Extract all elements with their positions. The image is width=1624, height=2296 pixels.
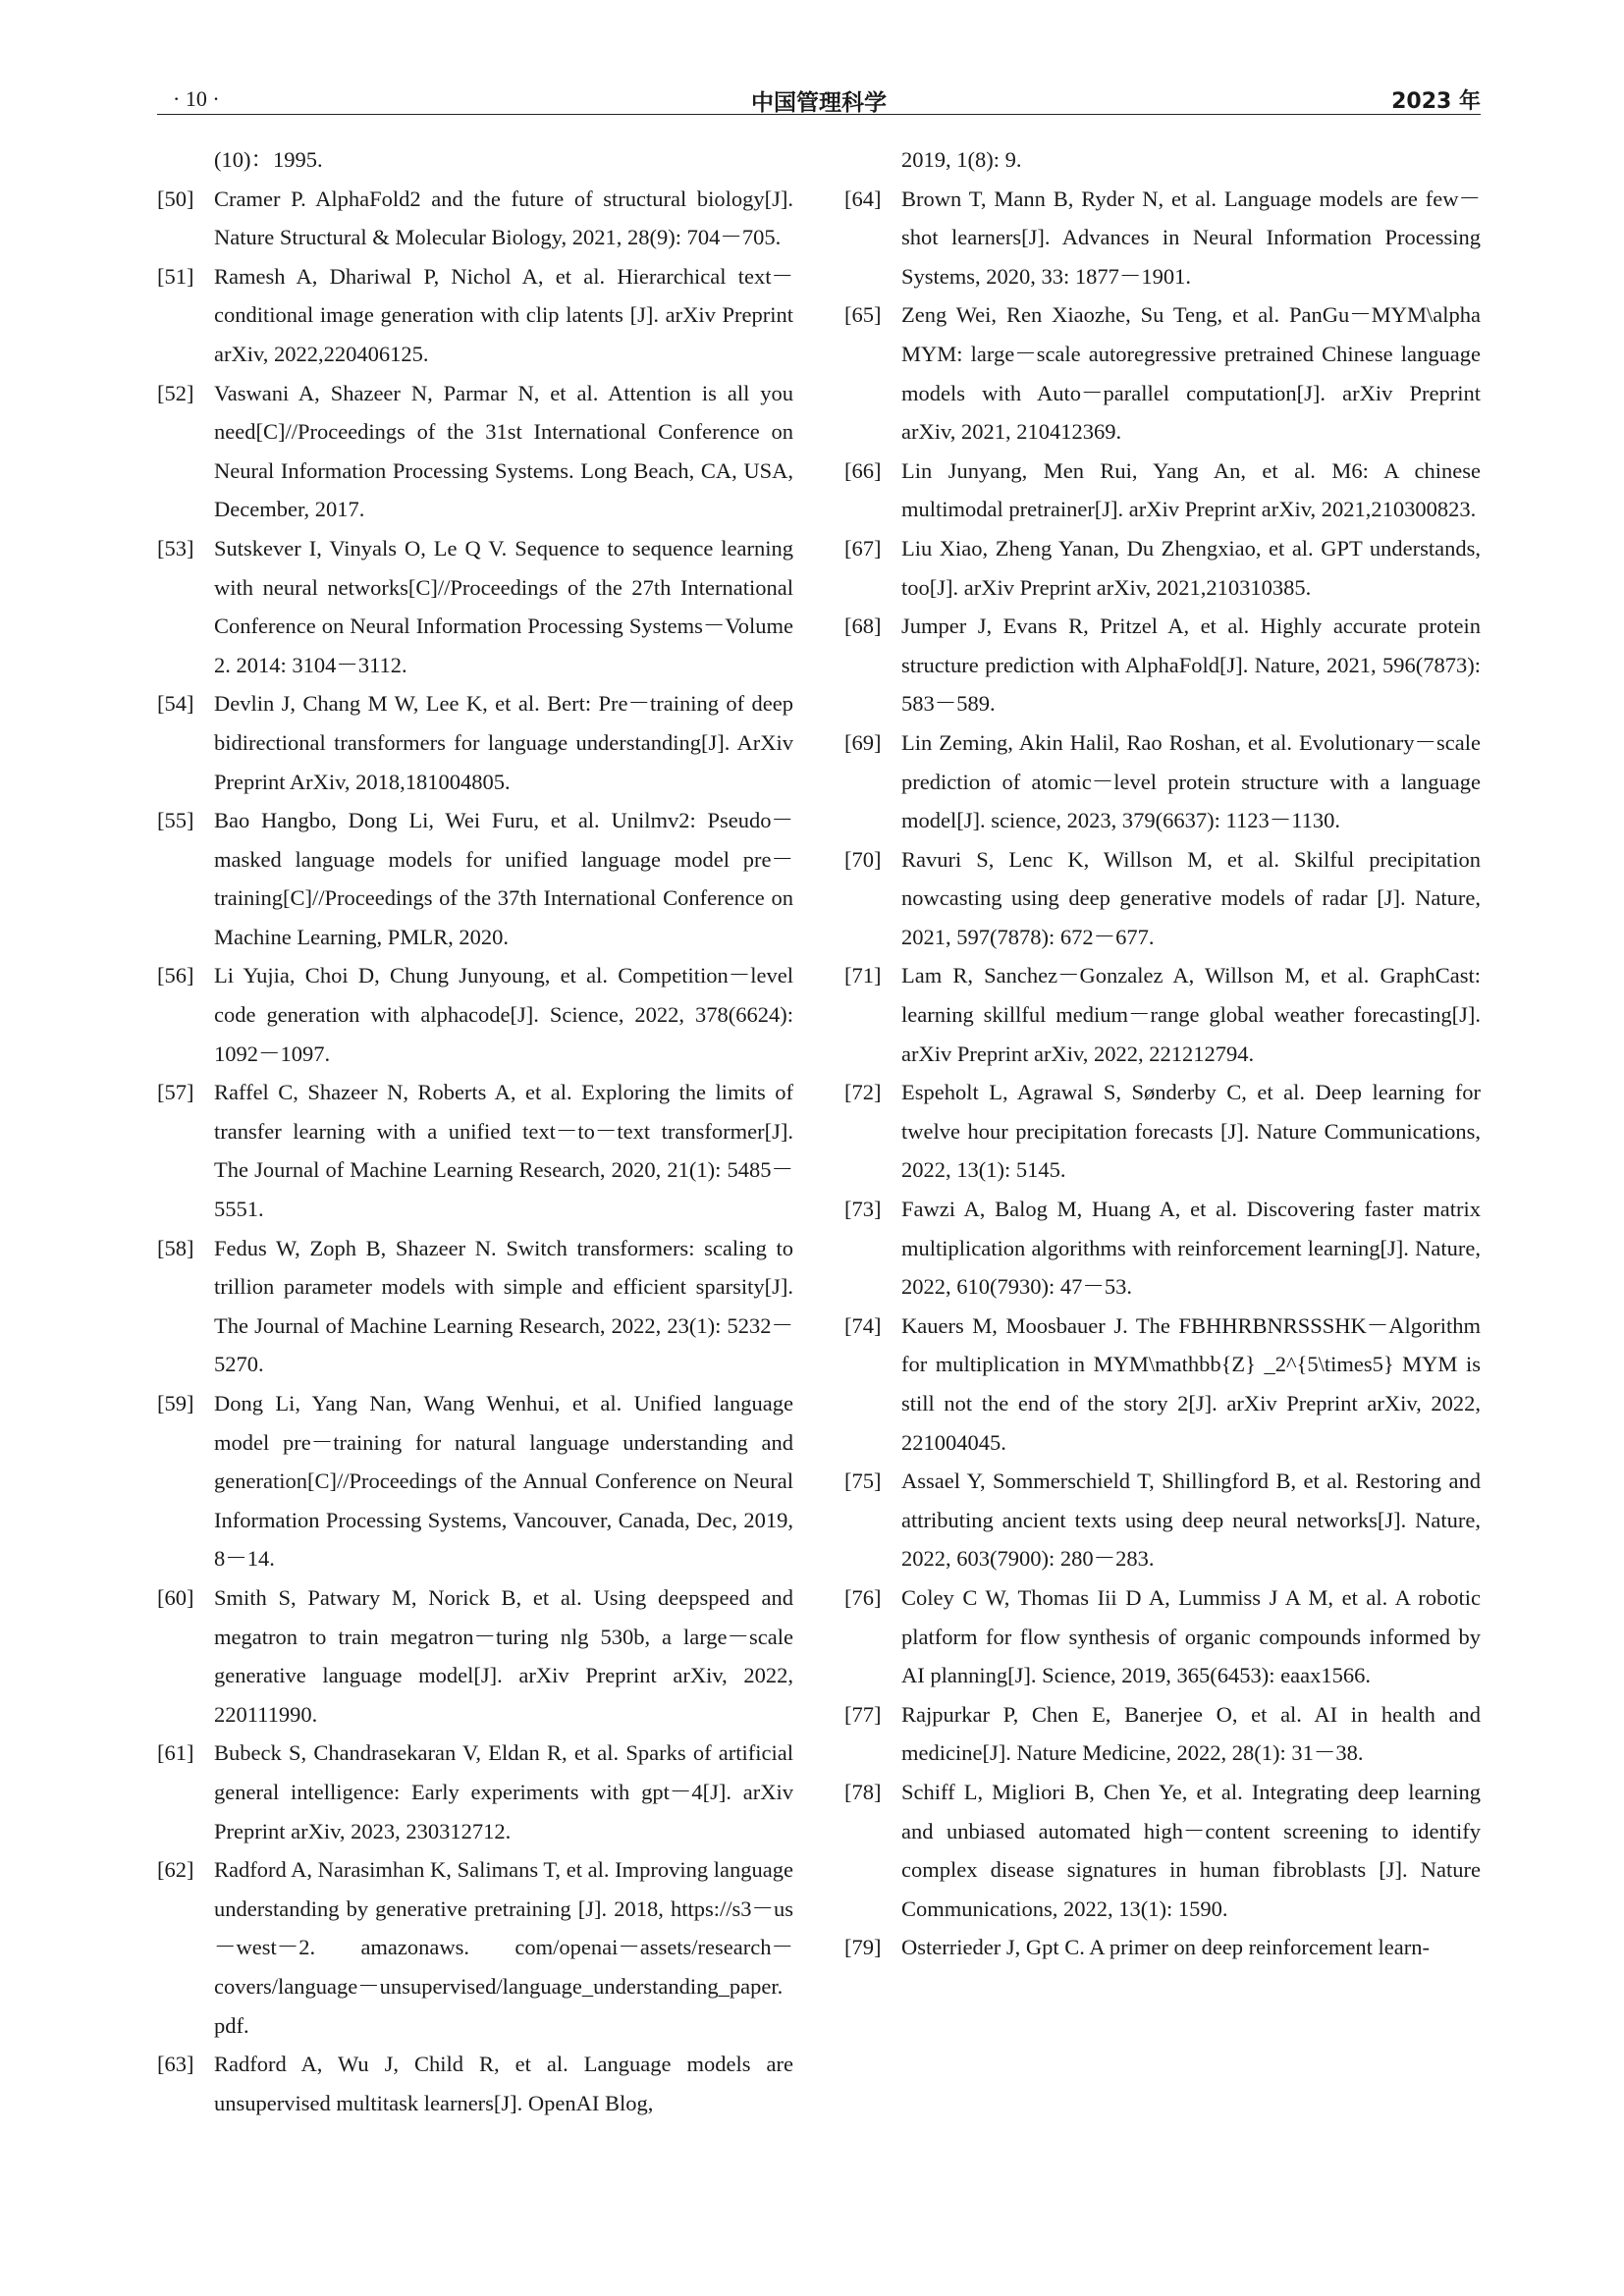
reference-entry bbox=[844, 1190, 1481, 1307]
reference-number: [62] bbox=[157, 1857, 194, 1883]
reference-text: Bubeck S, Chandrasekaran V, Eldan R, et al. Sparks of artificial general intelligence: Early experiments with gpt－4[J]. arXiv Preprint arXiv, 2023, 230312712. bbox=[214, 1740, 793, 1843]
reference-entry bbox=[157, 140, 793, 180]
reference-number: [57] bbox=[157, 1080, 194, 1105]
reference-entry bbox=[844, 529, 1481, 607]
reference-number: [77] bbox=[844, 1701, 882, 1727]
reference-text: Ravuri S, Lenc K, Willson M, et al. Skilful precipitation nowcasting using deep generative models of radar [J]. Nature, 2021, 597(7878): 672－677. bbox=[901, 846, 1481, 949]
reference-number: [76] bbox=[844, 1584, 882, 1610]
reference-text: Radford A, Wu J, Child R, et al. Language models are unsupervised multitask learners[J]. OpenAI Blog, bbox=[214, 2052, 793, 2115]
reference-entry bbox=[844, 1695, 1481, 1773]
reference-entry bbox=[157, 2045, 793, 2122]
reference-entry bbox=[844, 452, 1481, 529]
reference-text: Fawzi A, Balog M, Huang A, et al. Discovering faster matrix multiplication algorithms with reinforcement learning[J]. Nature, 2022, 610(7930): 47－53. bbox=[901, 1197, 1481, 1300]
reference-entry bbox=[157, 684, 793, 801]
reference-text: Lam R, Sanchez－Gonzalez A, Willson M, et al. GraphCast: learning skillful medium－range global weather forecasting[J]. arXiv Preprint arXiv, 2022, 221212794. bbox=[901, 963, 1481, 1066]
reference-number: [65] bbox=[844, 302, 882, 328]
reference-number: [72] bbox=[844, 1080, 882, 1105]
reference-text: (10)：1995. bbox=[214, 147, 323, 172]
reference-text: Smith S, Patwary M, Norick B, et al. Using deepspeed and megatron to train megatron－turing nlg 530b, a large－scale generative language model[J]. arXiv Preprint arXiv, 2022, 220111990. bbox=[214, 1584, 793, 1727]
reference-number: [55] bbox=[157, 808, 194, 833]
reference-number: [71] bbox=[844, 963, 882, 988]
reference-entry bbox=[844, 956, 1481, 1073]
reference-number: [70] bbox=[844, 846, 882, 872]
reference-entry bbox=[844, 180, 1481, 296]
reference-entry bbox=[157, 801, 793, 956]
reference-text: Raffel C, Shazeer N, Roberts A, et al. Exploring the limits of transfer learning with a unified text－to－text transformer[J]. The Journal of Machine Learning Research, 2020, 21(1): 5485－5551. bbox=[214, 1080, 793, 1222]
reference-entry bbox=[157, 529, 793, 684]
reference-number: [75] bbox=[844, 1468, 882, 1494]
reference-number: [61] bbox=[157, 1740, 194, 1766]
reference-number: [64] bbox=[844, 186, 882, 211]
reference-entry bbox=[844, 1462, 1481, 1578]
reference-text: Li Yujia, Choi D, Chung Junyoung, et al. Competition－level code generation with alphacode[J]. Science, 2022, 378(6624): 1092－1097. bbox=[214, 963, 793, 1066]
reference-entry bbox=[844, 1073, 1481, 1190]
reference-text: Lin Junyang, Men Rui, Yang An, et al. M6: A chinese multimodal pretrainer[J]. arXiv Preprint arXiv, 2021,210300823. bbox=[901, 457, 1481, 522]
reference-text: Ramesh A, Dhariwal P, Nichol A, et al. Hierarchical text－conditional image generation with clip latents [J]. arXiv Preprint arXiv, 2022,220406125. bbox=[214, 263, 793, 366]
reference-number: [63] bbox=[157, 2052, 194, 2077]
reference-entry bbox=[844, 295, 1481, 451]
reference-text: 2019, 1(8): 9. bbox=[901, 147, 1022, 172]
page-header bbox=[157, 82, 1481, 115]
reference-number: [69] bbox=[844, 729, 882, 755]
reference-text: Brown T, Mann B, Ryder N, et al. Language models are few－shot learners[J]. Advances in Neural Information Processing Systems, 2020, 33: 1877－1901. bbox=[901, 186, 1481, 289]
reference-text: Kauers M, Moosbauer J. The FBHHRBNRSSSHK－Algorithm for multiplication in MYM\mathbb{Z} _2^{5\times5} MYM is still not the end of the story 2[J]. arXiv Preprint arXiv, 2022, 221004045. bbox=[901, 1312, 1481, 1455]
reference-entry bbox=[844, 1307, 1481, 1462]
reference-text: Jumper J, Evans R, Pritzel A, et al. Highly accurate protein structure prediction with AlphaFold[J]. Nature, 2021, 596(7873): 583－589. bbox=[901, 614, 1481, 717]
reference-number: [74] bbox=[844, 1312, 882, 1338]
publication-year: 2023 年 bbox=[1391, 89, 1481, 114]
reference-text: Osterrieder J, Gpt C. A primer on deep reinforcement learn- bbox=[901, 1935, 1430, 1960]
reference-text: Cramer P. AlphaFold2 and the future of structural biology[J]. Nature Structural & Molecular Biology, 2021, 28(9): 704－705. bbox=[214, 186, 793, 250]
reference-column-right bbox=[844, 140, 1481, 1967]
reference-entry bbox=[157, 1229, 793, 1384]
reference-entry bbox=[844, 840, 1481, 957]
reference-number: [58] bbox=[157, 1235, 194, 1260]
reference-number: [50] bbox=[157, 186, 194, 211]
reference-text: Bao Hangbo, Dong Li, Wei Furu, et al. Unilmv2: Pseudo－masked language models for unified language model pre－training[C]//Proceedings of the 37th International Conference on Machine Learning, PMLR, 2020. bbox=[214, 808, 793, 949]
reference-text: Sutskever I, Vinyals O, Le Q V. Sequence to sequence learning with neural networks[C]//Proceedings of the 27th International Conference on Neural Information Processing Systems－Volume 2. 2014: 3104－3112. bbox=[214, 535, 793, 677]
reference-number: [59] bbox=[157, 1391, 194, 1415]
reference-entry bbox=[157, 257, 793, 374]
reference-entry bbox=[157, 1734, 793, 1850]
reference-entry bbox=[157, 1578, 793, 1734]
journal-title: 中国管理科学 bbox=[751, 90, 887, 116]
reference-number: [78] bbox=[844, 1779, 882, 1804]
reference-text: Rajpurkar P, Chen E, Banerjee O, et al. AI in health and medicine[J]. Nature Medicine, 2022, 28(1): 31－38. bbox=[901, 1701, 1481, 1766]
reference-entry bbox=[844, 607, 1481, 723]
reference-text: Zeng Wei, Ren Xiaozhe, Su Teng, et al. PanGu－MYM\alpha MYM: large－scale autoregressive pretrained Chinese language models with Auto－parallel computation[J]. arXiv Preprint arXiv, 2021, 210412369. bbox=[901, 302, 1481, 445]
reference-entry bbox=[844, 1773, 1481, 1928]
reference-column-left bbox=[157, 140, 793, 2122]
reference-entry bbox=[844, 140, 1481, 180]
reference-number: [60] bbox=[157, 1584, 194, 1610]
reference-entry bbox=[157, 1850, 793, 2045]
reference-text: Radford A, Narasimhan K, Salimans T, et al. Improving language understanding by generative pretraining [J]. 2018, https://s3－us－west－2. amazonaws. com/openai－assets/research－covers/language－unsupervised/language_understanding_paper. pdf. bbox=[214, 1857, 793, 2038]
reference-text: Schiff L, Migliori B, Chen Ye, et al. Integrating deep learning and unbiased automated high－content screening to identify complex disease signatures in human fibroblasts [J]. Nature Communications, 2022, 13(1): 1590. bbox=[901, 1779, 1481, 1921]
reference-text: Lin Zeming, Akin Halil, Rao Roshan, et al. Evolutionary－scale prediction of atomic－level protein structure with a language model[J]. science, 2023, 379(6637): 1123－1130. bbox=[901, 729, 1481, 833]
reference-entry bbox=[844, 723, 1481, 840]
reference-text: Liu Xiao, Zheng Yanan, Du Zhengxiao, et al. GPT understands, too[J]. arXiv Preprint arXiv, 2021,210310385. bbox=[901, 535, 1481, 600]
reference-number: [68] bbox=[844, 614, 882, 639]
reference-text: Assael Y, Sommerschield T, Shillingford B, et al. Restoring and attributing ancient texts using deep neural networks[J]. Nature, 2022, 603(7900): 280－283. bbox=[901, 1468, 1481, 1572]
reference-entry bbox=[844, 1578, 1481, 1695]
reference-entry bbox=[157, 956, 793, 1073]
reference-entry bbox=[157, 180, 793, 257]
reference-number: [51] bbox=[157, 263, 194, 289]
reference-text: Espeholt L, Agrawal S, Sønderby C, et al. Deep learning for twelve hour precipitation forecasts [J]. Nature Communications, 2022, 13(1): 5145. bbox=[901, 1080, 1481, 1183]
reference-number: [56] bbox=[157, 963, 194, 988]
reference-number: [79] bbox=[844, 1935, 882, 1960]
reference-text: Coley C W, Thomas Iii D A, Lummiss J A M, et al. A robotic platform for flow synthesis of organic compounds informed by AI planning[J]. Science, 2019, 365(6453): eaax1566. bbox=[901, 1584, 1481, 1688]
reference-entry bbox=[157, 1384, 793, 1578]
reference-text: Devlin J, Chang M W, Lee K, et al. Bert: Pre－training of deep bidirectional transformers for language understanding[J]. ArXiv Preprint ArXiv, 2018,181004805. bbox=[214, 691, 793, 794]
reference-text: Dong Li, Yang Nan, Wang Wenhui, et al. Unified language model pre－training for natural language understanding and generation[C]//Proceedings of the Annual Conference on Neural Information Processing Systems, Vancouver, Canada, Dec, 2019, 8－14. bbox=[214, 1391, 793, 1572]
reference-number: [53] bbox=[157, 535, 194, 561]
reference-text: Fedus W, Zoph B, Shazeer N. Switch transformers: scaling to trillion parameter models with simple and efficient sparsity[J]. The Journal of Machine Learning Research, 2022, 23(1): 5232－5270. bbox=[214, 1235, 793, 1377]
reference-entry bbox=[157, 374, 793, 529]
reference-entry bbox=[157, 1073, 793, 1228]
reference-number: [66] bbox=[844, 457, 882, 483]
reference-text: Vaswani A, Shazeer N, Parmar N, et al. Attention is all you need[C]//Proceedings of the 31st International Conference on Neural Information Processing Systems. Long Beach, CA, USA, December, 2017. bbox=[214, 380, 793, 522]
reference-number: [52] bbox=[157, 380, 194, 405]
reference-entry bbox=[844, 1928, 1481, 1967]
reference-number: [54] bbox=[157, 691, 194, 717]
page-number: · 10 · bbox=[173, 86, 220, 111]
reference-number: [67] bbox=[844, 535, 882, 561]
reference-number: [73] bbox=[844, 1197, 882, 1222]
